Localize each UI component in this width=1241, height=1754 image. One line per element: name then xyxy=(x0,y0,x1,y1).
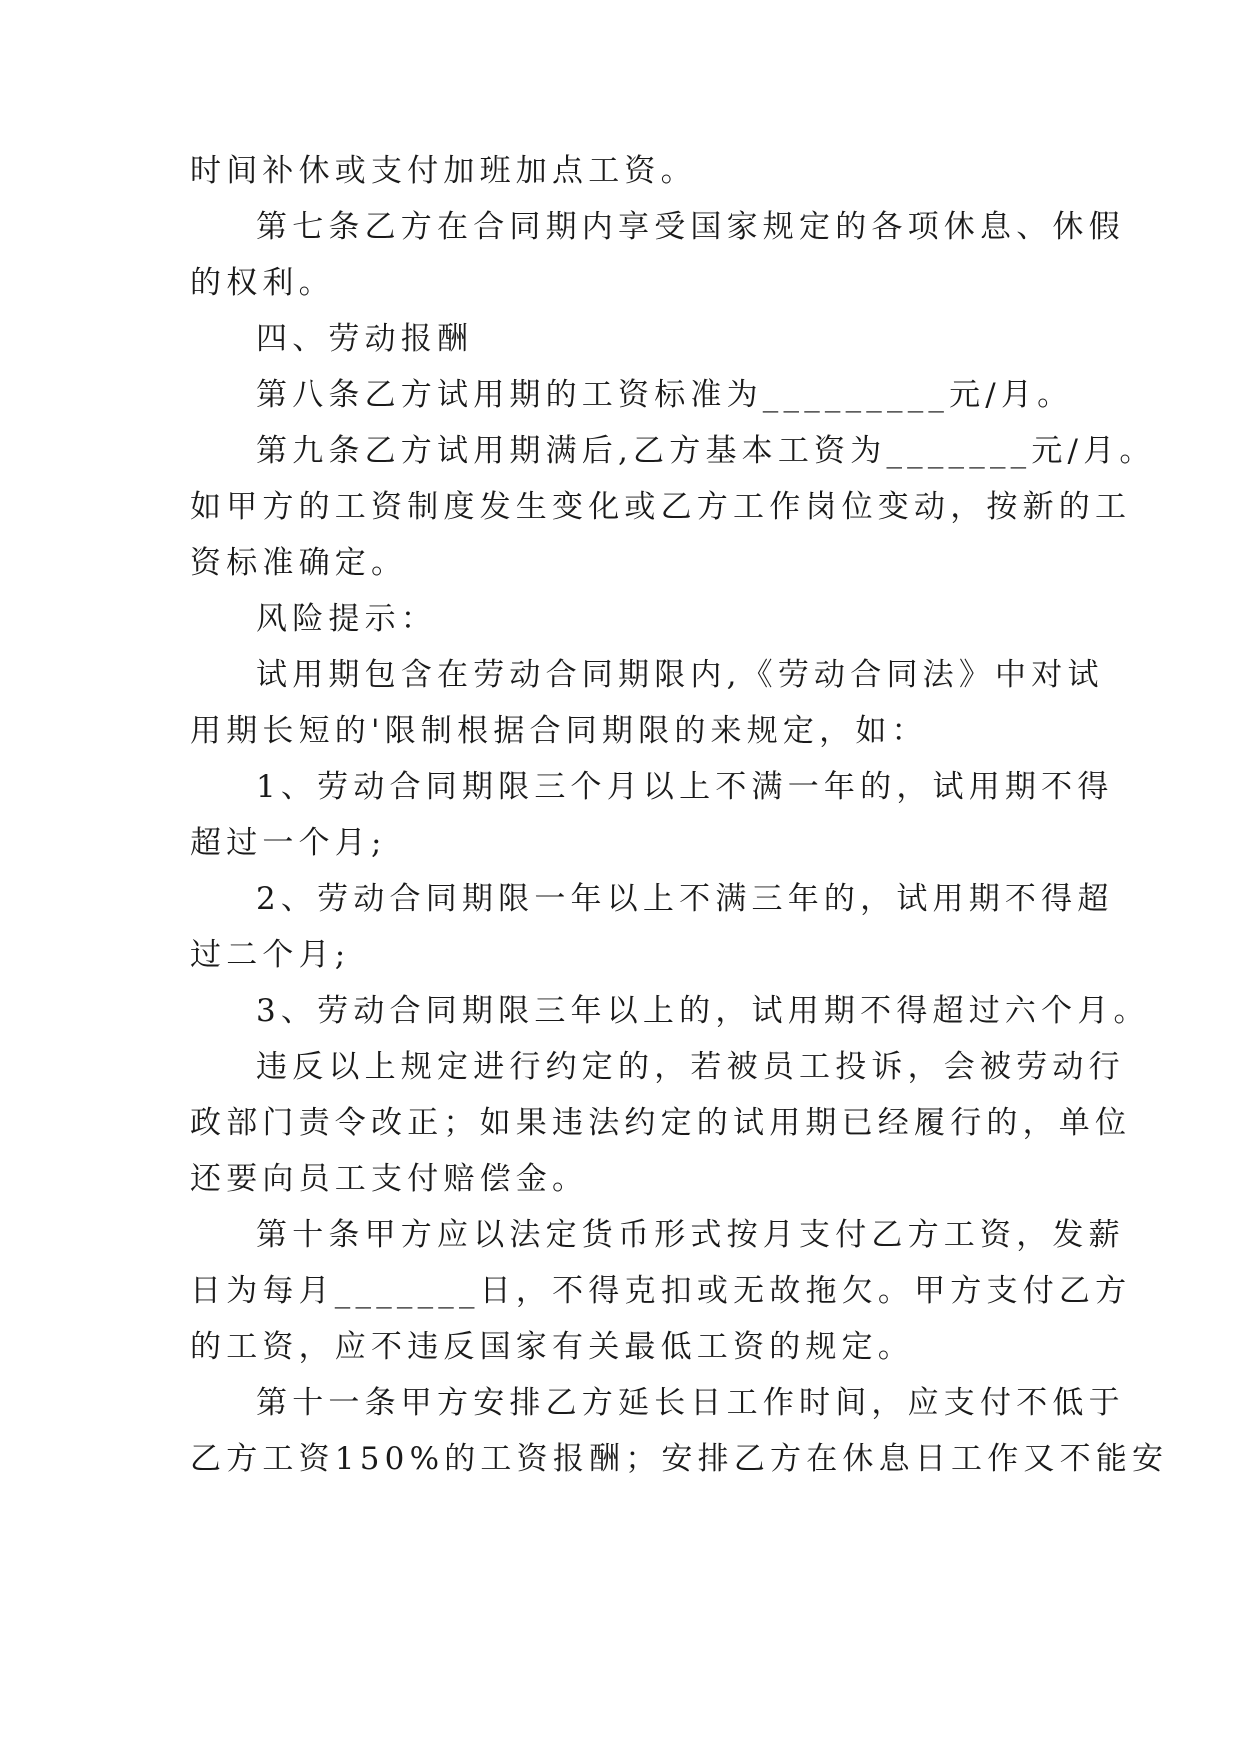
text-line: 的工资，应不违反国家有关最低工资的规定。 xyxy=(190,1329,914,1365)
text-line: 资标准确定。 xyxy=(190,545,408,581)
text-line: 超过一个月; xyxy=(190,825,387,861)
text-line: 第七条乙方在合同期内享受国家规定的各项休息、休假 xyxy=(256,209,1125,245)
text-line: 第十条甲方应以法定货币形式按月支付乙方工资，发薪 xyxy=(256,1217,1125,1253)
text-line: 过二个月; xyxy=(190,937,351,973)
risk-heading: 风险提示： xyxy=(256,601,437,637)
list-item: 2、劳动合同期限一年以上不满三年的，试用期不得超 xyxy=(256,881,1114,917)
text-line: 第八条乙方试用期的工资标准为_________元/月。 xyxy=(256,377,1074,413)
text-line: 如甲方的工资制度发生变化或乙方工作岗位变动，按新的工 xyxy=(190,489,1132,525)
text-line: 用期长短的'限制根据合同期限的来规定，如： xyxy=(190,713,928,749)
text-line: 第九条乙方试用期满后,乙方基本工资为_______元/月。 xyxy=(256,433,1156,469)
text-line: 第十一条甲方安排乙方延长日工作时间，应支付不低于 xyxy=(256,1385,1125,1421)
text-line: 违反以上规定进行约定的，若被员工投诉，会被劳动行 xyxy=(256,1049,1125,1085)
list-item: 1、劳动合同期限三个月以上不满一年的，试用期不得 xyxy=(256,769,1114,805)
text-line: 的权利。 xyxy=(190,265,335,301)
text-line: 还要向员工支付赔偿金。 xyxy=(190,1161,589,1197)
text-line: 试用期包含在劳动合同期限内,《劳动合同法》中对试 xyxy=(256,657,1104,693)
section-heading: 四、劳动报酬 xyxy=(256,321,474,357)
text-line: 乙方工资150%的工资报酬；安排乙方在休息日工作又不能安 xyxy=(190,1441,1169,1477)
text-line: 政部门责令改正；如果违法约定的试用期已经履行的，单位 xyxy=(190,1105,1132,1141)
text-line: 日为每月_______日，不得克扣或无故拖欠。甲方支付乙方 xyxy=(190,1273,1132,1309)
list-item: 3、劳动合同期限三年以上的，试用期不得超过六个月。 xyxy=(256,993,1150,1029)
text-line: 时间补休或支付加班加点工资。 xyxy=(190,153,697,189)
